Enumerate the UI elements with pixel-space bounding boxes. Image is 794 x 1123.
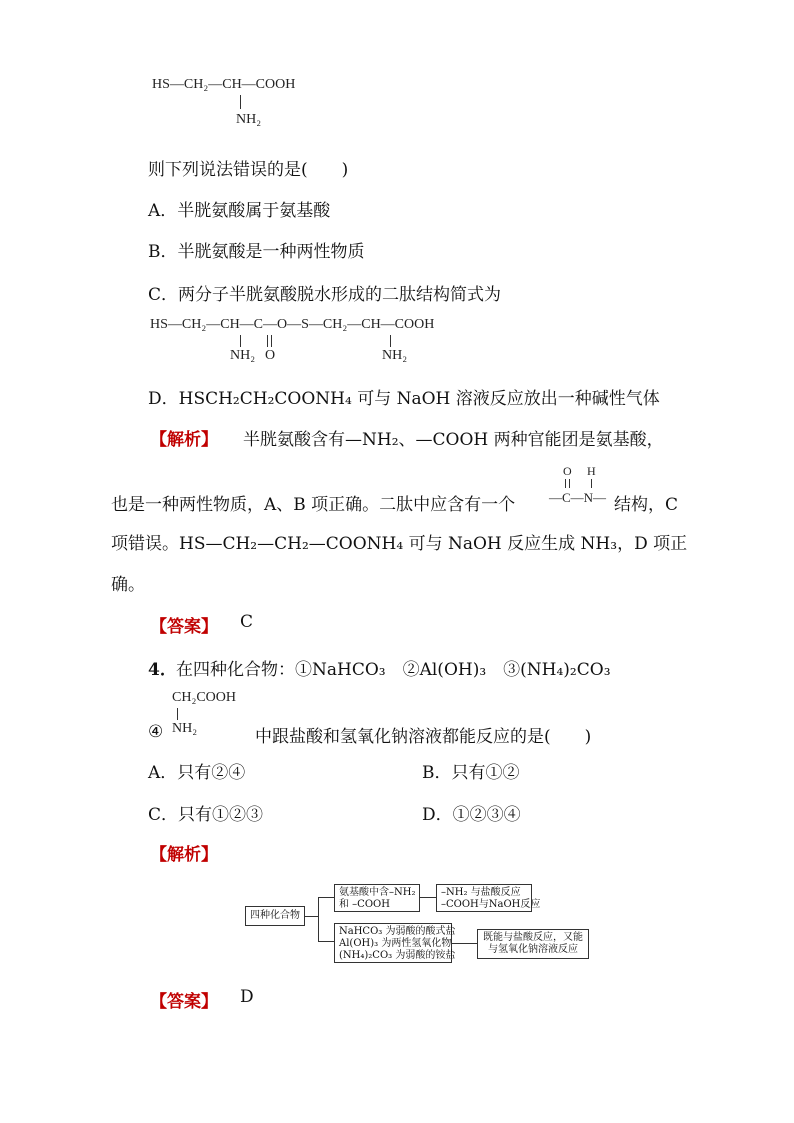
amide-bond [591, 479, 592, 488]
cysteine-structure-main: HS—CH₂—CH—COOH [152, 77, 296, 92]
amide-h: H [587, 464, 596, 478]
glycine-structure-nh2: NH₂ [172, 721, 198, 736]
structure-bond [240, 335, 241, 347]
flow-top-left-box [334, 884, 420, 912]
q3-stem: 则下列说法错误的是( ) [148, 160, 349, 180]
glycine-bond [177, 708, 178, 720]
flow-bottom-left-line1: NaHCO₃ 为弱酸的酸式盐 [339, 926, 456, 937]
q4-number: 4． [148, 660, 177, 680]
structure-bond [240, 95, 241, 109]
dipeptide-structure-main: HS—CH₂—CH—C—O—S—CH₂—CH—COOH [150, 317, 435, 332]
flow-connector [318, 897, 319, 941]
q3-answer: C [240, 612, 254, 632]
q3-option-d: D．HSCH₂CH₂COONH₄ 可与 NaOH 溶液反应放出一种碱性气体 [148, 389, 660, 409]
flow-top-right-line1: –NH₂ 与盐酸反应 [441, 887, 521, 898]
q4-option-a: A．只有②④ [148, 763, 246, 783]
q4-answer: D [240, 987, 254, 1007]
flow-top-left-line1: 氨基酸中含–NH₂ [339, 887, 416, 898]
q3-analysis-line4: 确。 [111, 575, 145, 595]
flow-arrow-bottom [318, 941, 334, 942]
flow-top-left-line2: 和 –COOH [339, 899, 390, 910]
q4-analysis-label: 【解析】 [150, 845, 218, 865]
amide-structure: —C—N— [549, 490, 607, 505]
q4-answer-label: 【答案】 [150, 992, 218, 1012]
structure-bond [390, 335, 391, 347]
q3-option-b: B．半胱氨酸是一种两性物质 [148, 242, 365, 262]
flow-bottom-left-box [334, 923, 456, 963]
dipeptide-nh2-1: NH₂ [230, 348, 256, 363]
flow-top-right-line2: –COOH与NaOH反应 [441, 899, 541, 910]
q3-analysis-line2b: 结构，C [614, 495, 679, 515]
structure-double-bond [267, 335, 272, 347]
q4-option-b: B．只有①② [422, 763, 520, 783]
amide-double-bond [565, 479, 570, 488]
q3-analysis-label: 【解析】 [150, 430, 218, 450]
flow-arrow-bottom-right [452, 943, 477, 944]
flow-bottom-right-line1: 既能与盐酸反应，又能 [483, 932, 583, 943]
flow-bottom-left-line2: Al(OH)₃ 为两性氢氧化物 [339, 938, 452, 949]
q3-option-c: C．两分子半胱氨酸脱水形成的二肽结构简式为 [148, 285, 502, 305]
q3-answer-label: 【答案】 [150, 617, 218, 637]
q4-stem2: 中跟盐酸和氢氧化钠溶液都能反应的是( ) [255, 727, 592, 747]
cysteine-structure-nh2: NH₂ [236, 112, 262, 127]
q3-option-a: A．半胱氨酸属于氨基酸 [148, 201, 331, 221]
flow-arrow-top-right [420, 897, 436, 898]
flow-root-text: 四种化合物 [250, 910, 300, 921]
amide-o: O [563, 464, 572, 478]
flow-bottom-left-line3: (NH₄)₂CO₃ 为弱酸的铵盐 [339, 950, 456, 961]
q3-analysis-line2a: 也是一种两性物质，A、B 项正确。二肽中应含有一个 [111, 495, 516, 515]
q4-stem: 在四种化合物：①NaHCO₃ ②Al(OH)₃ ③(NH₄)₂CO₃ [176, 660, 611, 680]
q4-option-c: C．只有①②③ [148, 805, 264, 825]
dipeptide-o: O [265, 348, 276, 363]
q4-option-d: D．①②③④ [422, 805, 521, 825]
flow-arrow-top [318, 897, 334, 898]
flow-connector [305, 916, 318, 917]
q3-analysis-line1: 半胱氨酸含有—NH₂、—COOH 两种官能团是氨基酸， [243, 430, 664, 450]
flow-root-box [245, 906, 305, 926]
flow-bottom-right-line2: 与氢氧化钠溶液反应 [488, 944, 578, 955]
q3-analysis-line3: 项错误。HS—CH₂—CH₂—COONH₄ 可与 NaOH 反应生成 NH₃，D 项正 [111, 534, 688, 554]
flow-bottom-right-box [477, 929, 589, 959]
flow-top-right-box [436, 884, 541, 912]
q4-circle-4: ④ [148, 722, 164, 742]
glycine-structure-top: CH₂COOH [172, 690, 236, 705]
dipeptide-nh2-2: NH₂ [382, 348, 408, 363]
